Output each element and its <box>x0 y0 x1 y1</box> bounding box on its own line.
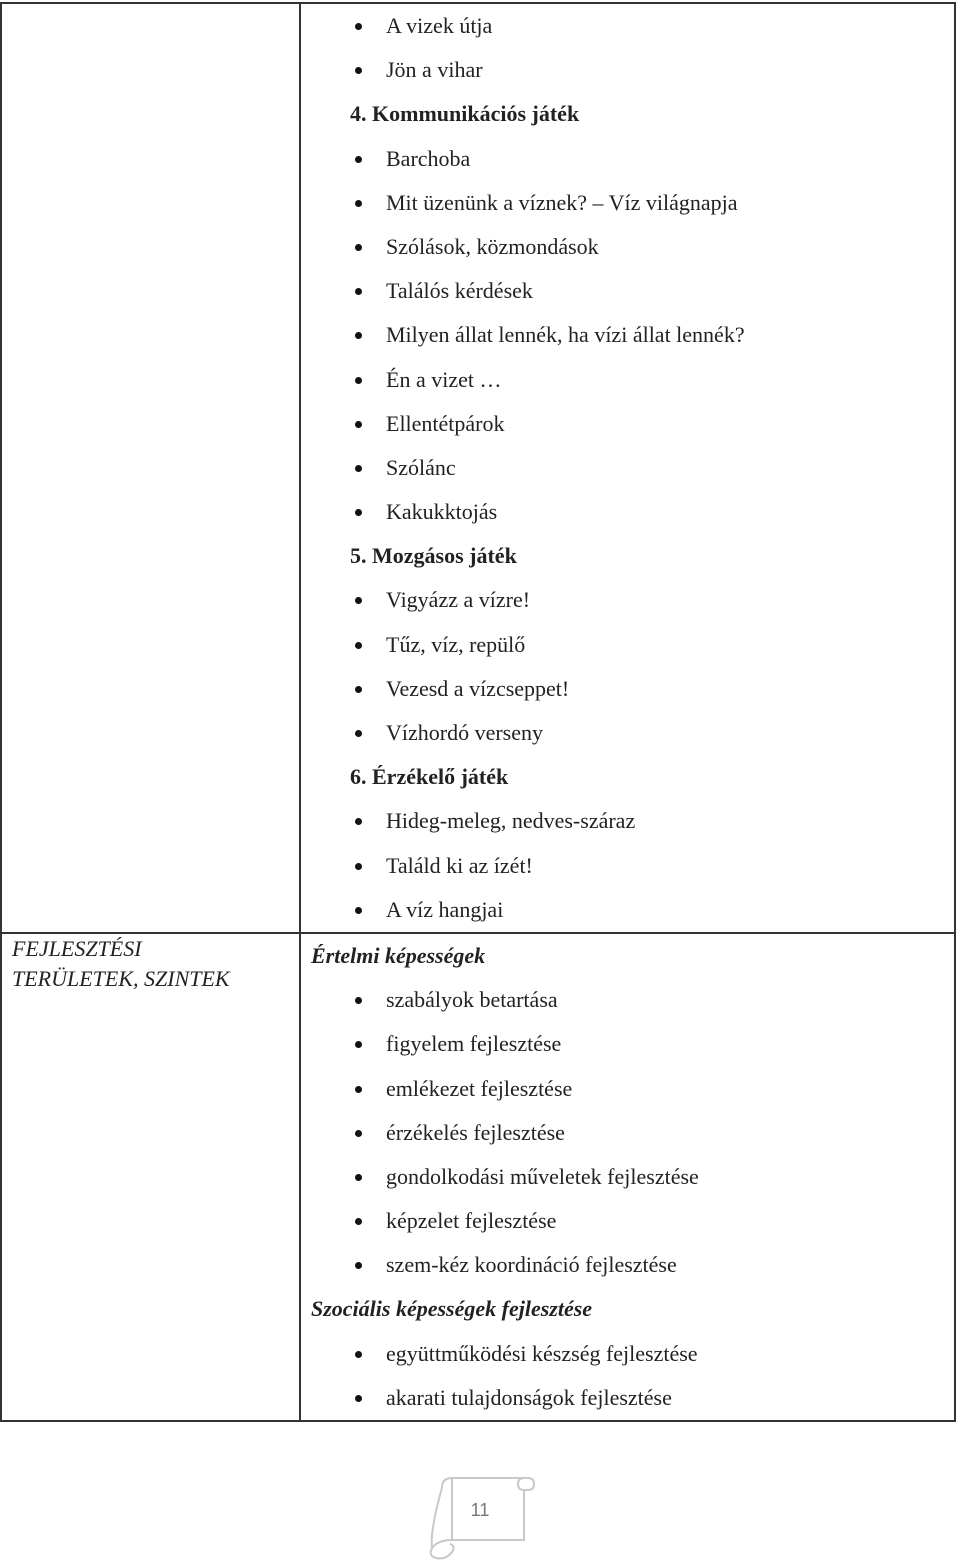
list-item <box>311 358 946 402</box>
bullet-icon <box>355 377 362 384</box>
numbered-heading <box>311 755 946 799</box>
list-item <box>311 711 946 755</box>
list-item <box>311 181 946 225</box>
page-number: 11 <box>470 1500 490 1520</box>
list-item <box>311 1111 946 1155</box>
list-item-text: szabályok betartása <box>386 987 558 1013</box>
list-item <box>311 578 946 622</box>
list-item-text: akarati tulajdonságok fejlesztése <box>386 1384 672 1410</box>
section-label <box>2 934 299 994</box>
bullet-icon <box>355 421 362 428</box>
list-item <box>311 1155 946 1199</box>
bullet-icon <box>355 686 362 693</box>
list-item <box>311 4 946 48</box>
content-table <box>0 2 956 1422</box>
list-item-text: Jön a vihar <box>386 57 483 83</box>
list-item-text: figyelem fejlesztése <box>386 1031 562 1057</box>
list-item-text: Találd ki az ízét! <box>386 852 533 878</box>
list-item <box>311 402 946 446</box>
list-item-text: Találós kérdések <box>386 278 533 304</box>
list-item <box>311 978 946 1022</box>
list-item-text: 6. Érzékelő játék <box>350 764 509 790</box>
list-item <box>311 1199 946 1243</box>
bullet-icon <box>355 509 362 516</box>
list-item-text: Szólánc <box>386 454 456 480</box>
list-item-text: Mit üzenünk a víznek? – Víz világnapja <box>386 189 738 215</box>
list-item-text: együttműködési készség fejlesztése <box>386 1340 698 1366</box>
bullet-icon <box>355 642 362 649</box>
list-item <box>311 1243 946 1287</box>
list-item-text: 5. Mozgásos játék <box>350 543 517 569</box>
section-label-line-2: TERÜLETEK, SZINTEK <box>12 965 230 991</box>
bullet-icon <box>355 730 362 737</box>
list-item <box>311 313 946 357</box>
list-item <box>311 1376 946 1420</box>
list-item <box>311 269 946 313</box>
right-cell-skills <box>300 933 955 1421</box>
list-item-text: Barchoba <box>386 145 471 171</box>
bullet-icon <box>355 23 362 30</box>
list-item <box>311 446 946 490</box>
left-cell-label <box>1 933 300 1421</box>
list-item-text: szem-kéz koordináció fejlesztése <box>386 1252 677 1278</box>
table-row <box>1 3 955 933</box>
list-item-text: 4. Kommunikációs játék <box>350 101 580 127</box>
bullet-icon <box>355 244 362 251</box>
list-item-text: A víz hangjai <box>386 896 504 922</box>
bullet-icon <box>355 1086 362 1093</box>
list-item <box>311 888 946 932</box>
left-cell-empty <box>1 3 300 933</box>
list-item-text: Tűz, víz, repülő <box>386 631 526 657</box>
list-item <box>311 1332 946 1376</box>
bullet-icon <box>355 1351 362 1358</box>
bullet-icon <box>355 332 362 339</box>
numbered-heading <box>311 92 946 136</box>
list-item-text: Szólások, közmondások <box>386 233 599 259</box>
bullet-icon <box>355 1395 362 1402</box>
list-item <box>311 1067 946 1111</box>
list-item-text: Hideg-meleg, nedves-száraz <box>386 808 636 834</box>
section-heading <box>311 1287 946 1331</box>
bullet-icon <box>355 200 362 207</box>
section-label-line-1: FEJLESZTÉSI <box>12 935 142 961</box>
games-list <box>301 4 954 932</box>
bullet-icon <box>355 288 362 295</box>
list-item <box>311 1022 946 1066</box>
page-number-scroll <box>420 1470 535 1560</box>
list-item-text: képzelet fejlesztése <box>386 1208 557 1234</box>
bullet-icon <box>355 1218 362 1225</box>
list-item-text: Értelmi képességek <box>311 942 486 968</box>
list-item <box>311 844 946 888</box>
right-cell-games <box>300 3 955 933</box>
list-item <box>311 667 946 711</box>
list-item-text: Szociális képességek fejlesztése <box>311 1296 593 1322</box>
table-row <box>1 933 955 1421</box>
bullet-icon <box>355 1262 362 1269</box>
bullet-icon <box>355 1130 362 1137</box>
list-item-text: Milyen állat lennék, ha vízi állat lennék? <box>386 322 745 348</box>
bullet-icon <box>355 1174 362 1181</box>
numbered-heading <box>311 534 946 578</box>
bullet-icon <box>355 67 362 74</box>
bullet-icon <box>355 156 362 163</box>
list-item-text: Vezesd a vízcseppet! <box>386 675 570 701</box>
bullet-icon <box>355 863 362 870</box>
list-item-text: gondolkodási műveletek fejlesztése <box>386 1163 699 1189</box>
list-item <box>311 799 946 843</box>
list-item <box>311 137 946 181</box>
list-item-text: Ellentétpárok <box>386 410 505 436</box>
bullet-icon <box>355 465 362 472</box>
bullet-icon <box>355 907 362 914</box>
list-item-text: érzékelés fejlesztése <box>386 1119 565 1145</box>
bullet-icon <box>355 997 362 1004</box>
list-item <box>311 48 946 92</box>
list-item-text: Én a vizet … <box>386 366 502 392</box>
list-item-text: emlékezet fejlesztése <box>386 1075 573 1101</box>
bullet-icon <box>355 818 362 825</box>
list-item-text: A vizek útja <box>386 13 493 38</box>
skills-list <box>301 934 954 1420</box>
bullet-icon <box>355 1041 362 1048</box>
bullet-icon <box>355 597 362 604</box>
list-item-text: Kakukktojás <box>386 499 498 525</box>
section-heading <box>311 934 946 978</box>
list-item-text: Vízhordó verseny <box>386 720 544 745</box>
list-item <box>311 225 946 269</box>
list-item <box>311 490 946 534</box>
list-item-text: Vigyázz a vízre! <box>386 587 531 613</box>
list-item <box>311 623 946 667</box>
